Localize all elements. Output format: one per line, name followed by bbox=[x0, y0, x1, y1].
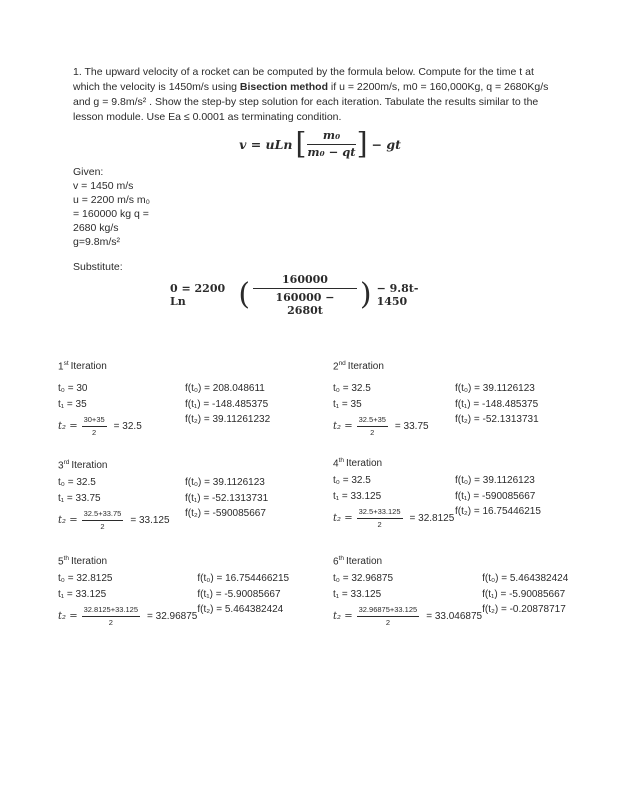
t2-fraction bbox=[82, 509, 124, 531]
f-t0-value: f(t₀) = 208.048611 bbox=[185, 383, 265, 395]
iteration-title bbox=[58, 360, 270, 372]
iteration-block-2 bbox=[333, 360, 539, 437]
t2-fraction-denominator: 2 bbox=[92, 427, 97, 437]
f-t1-value: f(t₁) = -5.90085667 bbox=[197, 588, 281, 600]
f-t0-value: f(t₀) = 39.1126123 bbox=[455, 383, 535, 395]
f-t2-value: f(t₂) = -590085667 bbox=[185, 508, 266, 520]
t2-lhs: t₂ = bbox=[58, 514, 78, 526]
iteration-ordinal-suffix: rd bbox=[63, 459, 70, 466]
f-t2-value: f(t₂) = -0.20878717 bbox=[482, 604, 566, 616]
problem-statement bbox=[73, 65, 557, 125]
t2-fraction-numerator: 30+35 bbox=[82, 415, 107, 426]
open-bracket: [ bbox=[295, 125, 307, 162]
iteration-block-5 bbox=[58, 555, 289, 627]
f-values-column bbox=[185, 381, 270, 437]
problem-bold-method: Bisection method bbox=[239, 80, 329, 93]
f-t0-value: f(t₀) = 39.1126123 bbox=[455, 475, 535, 487]
t2-lhs: t₂ = bbox=[333, 610, 353, 622]
f-values-column bbox=[455, 381, 539, 437]
given-title: Given: bbox=[73, 166, 104, 178]
t2-result: = 32.8125 bbox=[409, 512, 455, 524]
close-paren: ) bbox=[359, 277, 372, 312]
formula-lhs: v = uLn bbox=[239, 136, 293, 152]
given-line-m0: = 160000 kg q = bbox=[73, 208, 149, 220]
iteration-title bbox=[58, 555, 289, 567]
t0-value: t₀ = 30 bbox=[58, 383, 88, 395]
f-t1-value: f(t₁) = -148.485375 bbox=[185, 398, 269, 410]
iteration-block-1 bbox=[58, 360, 270, 437]
f-t0-value: f(t₀) = 16.754466215 bbox=[197, 573, 290, 585]
f-t2-value: f(t₂) = 5.464382424 bbox=[197, 604, 284, 616]
iteration-ordinal-suffix: st bbox=[63, 360, 69, 367]
iteration-word: Iteration bbox=[71, 460, 108, 472]
t2-fraction bbox=[357, 415, 388, 437]
f-t2-value: f(t₂) = 16.75446215 bbox=[455, 506, 541, 518]
t0-value: t₀ = 32.5 bbox=[333, 383, 371, 395]
rocket-velocity-formula bbox=[195, 124, 445, 164]
t2-result: = 33.125 bbox=[130, 514, 170, 526]
t2-fraction bbox=[357, 605, 420, 627]
f-values-column bbox=[197, 571, 289, 627]
t1-value: t₁ = 33.125 bbox=[333, 491, 382, 503]
substitute-title: Substitute: bbox=[73, 261, 123, 273]
t2-equation bbox=[58, 605, 197, 627]
equation-fraction-denominator: 160000 − 2680t bbox=[275, 290, 335, 318]
t1-value: t₁ = 33.75 bbox=[58, 493, 101, 505]
open-paren: ( bbox=[238, 277, 251, 312]
t2-fraction-numerator: 32.5+33.75 bbox=[82, 509, 124, 520]
t2-fraction-denominator: 2 bbox=[385, 617, 390, 627]
f-t0-value: f(t₀) = 39.1126123 bbox=[185, 477, 265, 489]
t2-fraction bbox=[82, 605, 140, 627]
t-values-column bbox=[58, 475, 185, 531]
iteration-block-6 bbox=[333, 555, 568, 627]
iteration-word: Iteration bbox=[345, 556, 383, 568]
equation-fraction bbox=[253, 273, 357, 318]
formula-fraction bbox=[307, 129, 355, 160]
iteration-title bbox=[333, 457, 541, 469]
t2-result: = 33.046875 bbox=[426, 610, 483, 622]
fraction-numerator: m₀ bbox=[307, 129, 355, 145]
t-values-column bbox=[333, 381, 455, 437]
iteration-ordinal-suffix: th bbox=[63, 555, 69, 562]
equation-tail: − 9.8t-1450 bbox=[376, 282, 419, 308]
t2-fraction-denominator: 2 bbox=[370, 427, 375, 437]
t-values-column bbox=[58, 571, 197, 627]
iteration-number: 3 bbox=[58, 460, 64, 472]
problem-text-prefix: 1. The upward velocity of a rocket can be computed by the formula below. Compute for the time t at which the velocity is 1450m/s using bbox=[73, 65, 534, 93]
t2-lhs: t₂ = bbox=[333, 512, 353, 524]
t2-fraction-denominator: 2 bbox=[100, 521, 105, 531]
iteration-ordinal-suffix: th bbox=[338, 457, 344, 464]
t1-value: t₁ = 33.125 bbox=[58, 589, 107, 601]
equation-lhs: 0 = 2200 Ln bbox=[170, 282, 226, 308]
f-values-column bbox=[482, 571, 568, 627]
iteration-word: Iteration bbox=[70, 361, 107, 373]
t0-value: t₀ = 32.5 bbox=[58, 477, 96, 489]
iteration-number: 1 bbox=[58, 361, 64, 373]
t-values-column bbox=[58, 381, 185, 437]
given-line-g: g=9.8m/s² bbox=[73, 236, 120, 248]
iteration-number: 2 bbox=[333, 361, 339, 373]
t2-lhs: t₂ = bbox=[333, 420, 353, 432]
t2-result: = 32.5 bbox=[113, 420, 142, 432]
t2-fraction-numerator: 32.5+33.125 bbox=[357, 507, 403, 518]
f-t2-value: f(t₂) = -52.1313731 bbox=[455, 414, 539, 426]
t-values-column bbox=[333, 571, 482, 627]
problem-text-suffix: if u = 2200m/s, m0 = 160,000Kg, q = 2680Kg/s and g = 9.8m/s² . Show the step-by step solution for each iteration. Tabulate the results similar to the lesson module. Use Ea ≤ 0.0001 as terminating condition. bbox=[73, 80, 549, 123]
equation-fraction-numerator: 160000 bbox=[253, 273, 357, 289]
t1-value: t₁ = 35 bbox=[333, 399, 362, 411]
f-t2-value: f(t₂) = 39.11261232 bbox=[185, 414, 271, 426]
t2-equation bbox=[333, 605, 482, 627]
t2-fraction-denominator: 2 bbox=[108, 617, 113, 627]
t2-fraction-denominator: 2 bbox=[377, 519, 382, 529]
iteration-title bbox=[333, 555, 568, 567]
t2-fraction-numerator: 32.8125+33.125 bbox=[82, 605, 140, 616]
close-bracket: ] bbox=[356, 125, 368, 162]
f-t1-value: f(t₁) = -5.90085667 bbox=[482, 588, 566, 600]
t2-equation bbox=[58, 509, 185, 531]
t0-value: t₀ = 32.96875 bbox=[333, 573, 394, 585]
t2-fraction bbox=[357, 507, 403, 529]
t2-lhs: t₂ = bbox=[58, 610, 78, 622]
t2-fraction bbox=[82, 415, 107, 437]
iteration-word: Iteration bbox=[347, 361, 384, 373]
t2-equation bbox=[333, 415, 455, 437]
iteration-word: Iteration bbox=[345, 458, 383, 470]
iteration-title bbox=[58, 459, 268, 471]
f-t0-value: f(t₀) = 5.464382424 bbox=[482, 573, 569, 585]
fraction-denominator: m₀ − qt bbox=[307, 144, 356, 159]
t2-fraction-numerator: 32.5+35 bbox=[357, 415, 388, 426]
t2-result: = 32.96875 bbox=[147, 610, 198, 622]
given-line-u: u = 2200 m/s m₀ bbox=[73, 194, 151, 206]
iteration-block-4 bbox=[333, 457, 541, 529]
t1-value: t₁ = 33.125 bbox=[333, 589, 382, 601]
f-t1-value: f(t₁) = -52.1313731 bbox=[185, 492, 269, 504]
iteration-number: 5 bbox=[58, 556, 64, 568]
iteration-ordinal-suffix: nd bbox=[338, 360, 346, 367]
iteration-ordinal-suffix: th bbox=[338, 555, 344, 562]
iteration-word: Iteration bbox=[70, 556, 108, 568]
t2-equation bbox=[333, 507, 455, 529]
f-values-column bbox=[455, 473, 541, 529]
substituted-equation bbox=[170, 274, 440, 316]
t1-value: t₁ = 35 bbox=[58, 399, 87, 411]
t2-fraction-numerator: 32.96875+33.125 bbox=[357, 605, 420, 616]
iteration-title bbox=[333, 360, 539, 372]
t2-equation bbox=[58, 415, 185, 437]
iteration-number: 4 bbox=[333, 458, 339, 470]
given-line-q: 2680 kg/s bbox=[73, 222, 119, 234]
t-values-column bbox=[333, 473, 455, 529]
t0-value: t₀ = 32.8125 bbox=[58, 573, 113, 585]
t2-lhs: t₂ = bbox=[58, 420, 78, 432]
f-t1-value: f(t₁) = -590085667 bbox=[455, 490, 536, 502]
iteration-number: 6 bbox=[333, 556, 339, 568]
f-values-column bbox=[185, 475, 268, 531]
given-section bbox=[73, 165, 150, 249]
t0-value: t₀ = 32.5 bbox=[333, 475, 371, 487]
f-t1-value: f(t₁) = -148.485375 bbox=[455, 398, 539, 410]
t2-result: = 33.75 bbox=[394, 420, 429, 432]
iteration-block-3 bbox=[58, 459, 268, 531]
formula-tail: − gt bbox=[371, 136, 401, 152]
given-line-v: v = 1450 m/s bbox=[73, 180, 134, 192]
